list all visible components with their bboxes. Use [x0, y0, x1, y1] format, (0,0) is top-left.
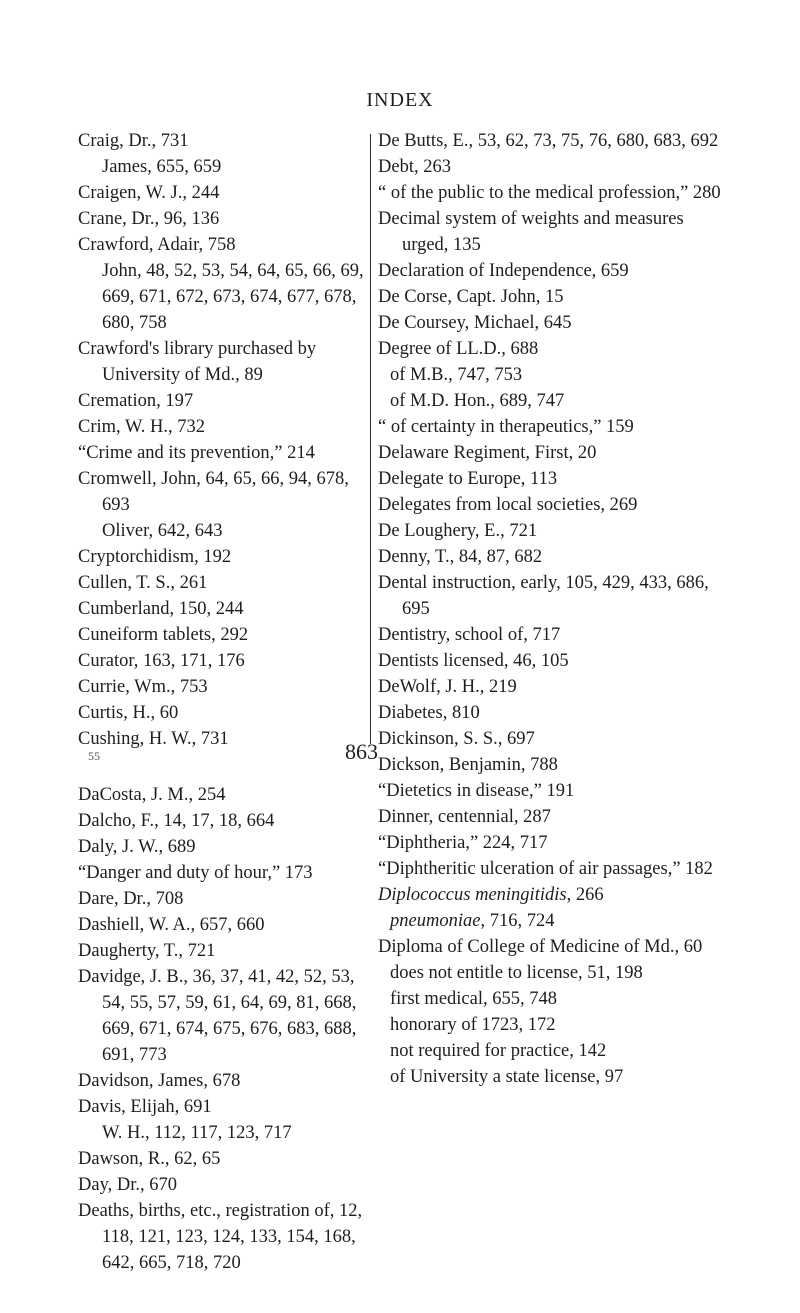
index-entry: De Coursey, Michael, 645 — [378, 313, 572, 333]
index-entry: Dalcho, F., 14, 17, 18, 664 — [78, 811, 275, 831]
index-entry: pneumoniae, 716, 724 — [390, 911, 555, 931]
index-entry: does not entitle to license, 51, 198 — [390, 963, 643, 983]
index-entry: Crawford, Adair, 758 — [78, 235, 236, 255]
page-title: INDEX — [366, 89, 434, 111]
index-entry: Diabetes, 810 — [378, 703, 480, 723]
index-entry: Dickinson, S. S., 697 — [378, 729, 535, 749]
index-entry: Cuneiform tablets, 292 — [78, 625, 249, 645]
page-number: 863 — [345, 739, 378, 764]
index-entry: Day, Dr., 670 — [78, 1175, 177, 1195]
index-entry: “Crime and its prevention,” 214 — [78, 443, 315, 463]
index-entry: Davis, Elijah, 691 — [78, 1097, 212, 1117]
index-entry: De Loughery, E., 721 — [378, 521, 538, 541]
index-entry: Delegates from local societies, 269 — [378, 495, 638, 515]
index-entry: Cremation, 197 — [78, 391, 194, 411]
index-entry: John, 48, 52, 53, 54, 64, 65, 66, 69, 669, 671, 672, 673, 674, 677, 678, 680, 758 — [102, 261, 364, 333]
index-entry: Craigen, W. J., 244 — [78, 183, 220, 203]
index-entry: “Diphtheritic ulceration of air passages,” 182 — [378, 859, 713, 879]
index-entry: Diplococcus meningitidis, 266 — [378, 885, 604, 905]
index-entry: DeWolf, J. H., 219 — [378, 677, 517, 697]
signature-mark: 55 — [88, 749, 100, 763]
index-entry: Dentistry, school of, 717 — [378, 625, 561, 645]
index-column-left — [78, 128, 368, 1276]
index-entry: Dentists licensed, 46, 105 — [378, 651, 569, 671]
index-entry: Crim, W. H., 732 — [78, 417, 205, 437]
index-entry: Craig, Dr., 731 — [78, 131, 189, 151]
index-entry: Daly, J. W., 689 — [78, 837, 196, 857]
index-entry: Cushing, H. W., 731 — [78, 729, 229, 749]
index-entry: “Diphtheria,” 224, 717 — [378, 833, 548, 853]
index-entry: “ of the public to the medical profession,” 280 — [378, 183, 721, 203]
index-entry: Cryptorchidism, 192 — [78, 547, 232, 567]
index-entry: Dawson, R., 62, 65 — [78, 1149, 221, 1169]
index-entry: De Butts, E., 53, 62, 73, 75, 76, 680, 683, 692 — [378, 131, 719, 151]
index-entry: Oliver, 642, 643 — [102, 521, 223, 541]
index-entry: “ of certainty in therapeutics,” 159 — [378, 417, 634, 437]
index-entry: Cumberland, 150, 244 — [78, 599, 244, 619]
index-entry: Cromwell, John, 64, 65, 66, 94, 678, 693 — [78, 469, 349, 515]
index-entry: of M.D. Hon., 689, 747 — [390, 391, 565, 411]
index-entry: Diploma of College of Medicine of Md., 60 — [378, 937, 703, 957]
index-entry: Cullen, T. S., 261 — [78, 573, 208, 593]
index-entry: Davidge, J. B., 36, 37, 41, 42, 52, 53, 54, 55, 57, 59, 61, 64, 69, 81, 668, 669, 671, 674, 675, 676, 683, 688, 691, 773 — [78, 967, 357, 1065]
index-entry: “Dietetics in disease,” 191 — [378, 781, 575, 801]
index-entry: Currie, Wm., 753 — [78, 677, 208, 697]
index-entry: Deaths, births, etc., registration of, 12, 118, 121, 123, 124, 133, 154, 168, 642, 665, 718, 720 — [78, 1201, 363, 1273]
index-entry: Crane, Dr., 96, 136 — [78, 209, 220, 229]
index-entry: Davidson, James, 678 — [78, 1071, 241, 1091]
index-entry: not required for practice, 142 — [390, 1041, 607, 1061]
index-entry: honorary of 1723, 172 — [390, 1015, 556, 1035]
index-entry: James, 655, 659 — [102, 157, 222, 177]
index-entry: Denny, T., 84, 87, 682 — [378, 547, 543, 567]
index-entry: Declaration of Independence, 659 — [378, 261, 629, 281]
index-entry: W. H., 112, 117, 123, 717 — [102, 1123, 292, 1143]
index-entry: Daugherty, T., 721 — [78, 941, 216, 961]
index-entry: De Corse, Capt. John, 15 — [378, 287, 564, 307]
index-entry: Dashiell, W. A., 657, 660 — [78, 915, 265, 935]
index-entry: Curtis, H., 60 — [78, 703, 179, 723]
index-entry: “Danger and duty of hour,” 173 — [78, 863, 313, 883]
index-entry: Dinner, centennial, 287 — [378, 807, 551, 827]
index-entry: Curator, 163, 171, 176 — [78, 651, 245, 671]
index-entry: Dickson, Benjamin, 788 — [378, 755, 558, 775]
index-entry: Debt, 263 — [378, 157, 451, 177]
index-entry: Degree of LL.D., 688 — [378, 339, 539, 359]
index-entry: Decimal system of weights and measures urged, 135 — [378, 209, 684, 255]
index-entry: of M.B., 747, 753 — [390, 365, 523, 385]
index-entry: Delegate to Europe, 113 — [378, 469, 558, 489]
index-entry: DaCosta, J. M., 254 — [78, 785, 226, 805]
index-entry: Dental instruction, early, 105, 429, 433, 686, 695 — [378, 573, 709, 619]
index-column-right — [378, 128, 723, 1090]
index-entry: first medical, 655, 748 — [390, 989, 557, 1009]
index-entry: Crawford's library purchased by University of Md., 89 — [78, 339, 317, 385]
index-entry: Delaware Regiment, First, 20 — [378, 443, 597, 463]
section-gap — [78, 752, 368, 782]
column-divider — [370, 134, 371, 744]
index-entry: of University a state license, 97 — [390, 1067, 624, 1087]
index-entry: Dare, Dr., 708 — [78, 889, 184, 909]
